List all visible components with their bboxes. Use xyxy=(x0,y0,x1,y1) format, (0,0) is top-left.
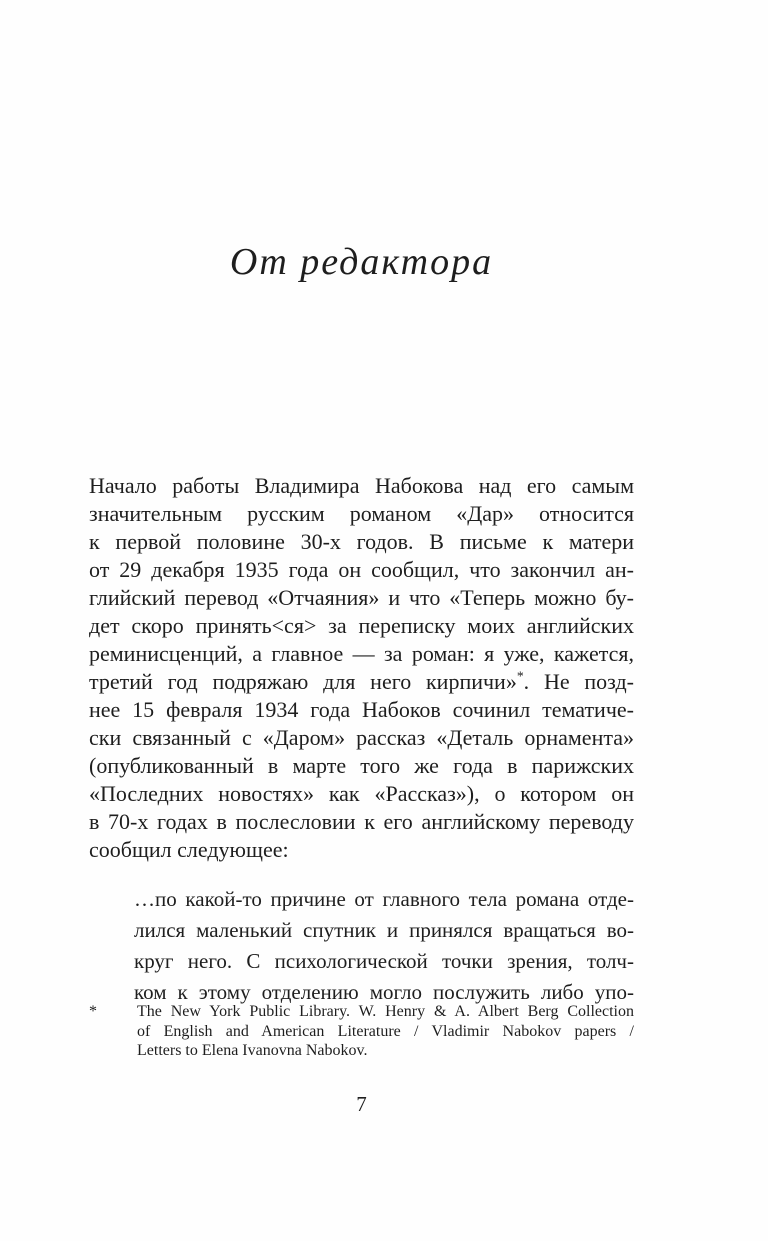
paragraph-line: в 70-х годах в послесловии к его английскому переводу xyxy=(89,809,634,834)
quote-line: …по какой-то причине от главного тела романа отде- xyxy=(134,887,634,911)
footnote-reference: * xyxy=(516,668,524,684)
paragraph-line: дет скоро принять<ся> за переписку моих английских xyxy=(89,613,634,638)
paragraph-text: третий год подряжаю для него кирпичи» xyxy=(89,669,517,694)
paragraph-line: (опубликованный в марте того же года в парижских xyxy=(89,753,634,778)
footnote-line: of English and American Literature / Vladimir Nabokov papers / xyxy=(137,1022,634,1040)
paragraph-line: к первой половине 30-х годов. В письме к матери xyxy=(89,529,634,554)
footnote-text xyxy=(137,1002,634,1061)
paragraph-line: сообщил следующее: xyxy=(89,837,289,862)
chapter-title: От редактора xyxy=(229,241,494,283)
main-paragraph xyxy=(89,472,634,864)
paragraph-text: . Не позд- xyxy=(523,669,634,694)
paragraph-line: от 29 декабря 1935 года он сообщил, что закончил ан- xyxy=(89,557,634,582)
paragraph-line: ски связанный с «Даром» рассказ «Деталь орнамента» xyxy=(89,725,634,750)
paragraph-line: глийский перевод «Отчаяния» и что «Теперь можно бу- xyxy=(89,585,634,610)
paragraph-line: реминисценций, а главное — за роман: я уже, кажется, xyxy=(89,641,634,666)
paragraph-line: значительным русским романом «Дар» относится xyxy=(89,501,634,526)
quote-line: лился маленький спутник и принялся вращаться во- xyxy=(134,918,634,942)
footnote xyxy=(89,1002,634,1061)
paragraph-line: «Последних новостях» как «Рассказ»), о котором он xyxy=(89,781,634,806)
paragraph-line xyxy=(89,668,634,696)
block-quote xyxy=(134,884,634,1008)
footnote-marker: * xyxy=(89,1003,97,1020)
paragraph-line: нее 15 февраля 1934 года Набоков сочинил тематиче- xyxy=(89,697,634,722)
footnote-line: The New York Public Library. W. Henry & A. Albert Berg Collection xyxy=(137,1003,634,1020)
quote-line: круг него. С психологической точки зрения, толч- xyxy=(134,949,634,973)
paragraph-line: Начало работы Владимира Набокова над его самым xyxy=(89,473,634,498)
footnote-line: Letters to Elena Ivanovna Nabokov. xyxy=(137,1042,368,1059)
quote-line: ком к этому отделению могло послужить либо упо- xyxy=(134,980,634,1004)
page-number: 7 xyxy=(356,1092,367,1116)
